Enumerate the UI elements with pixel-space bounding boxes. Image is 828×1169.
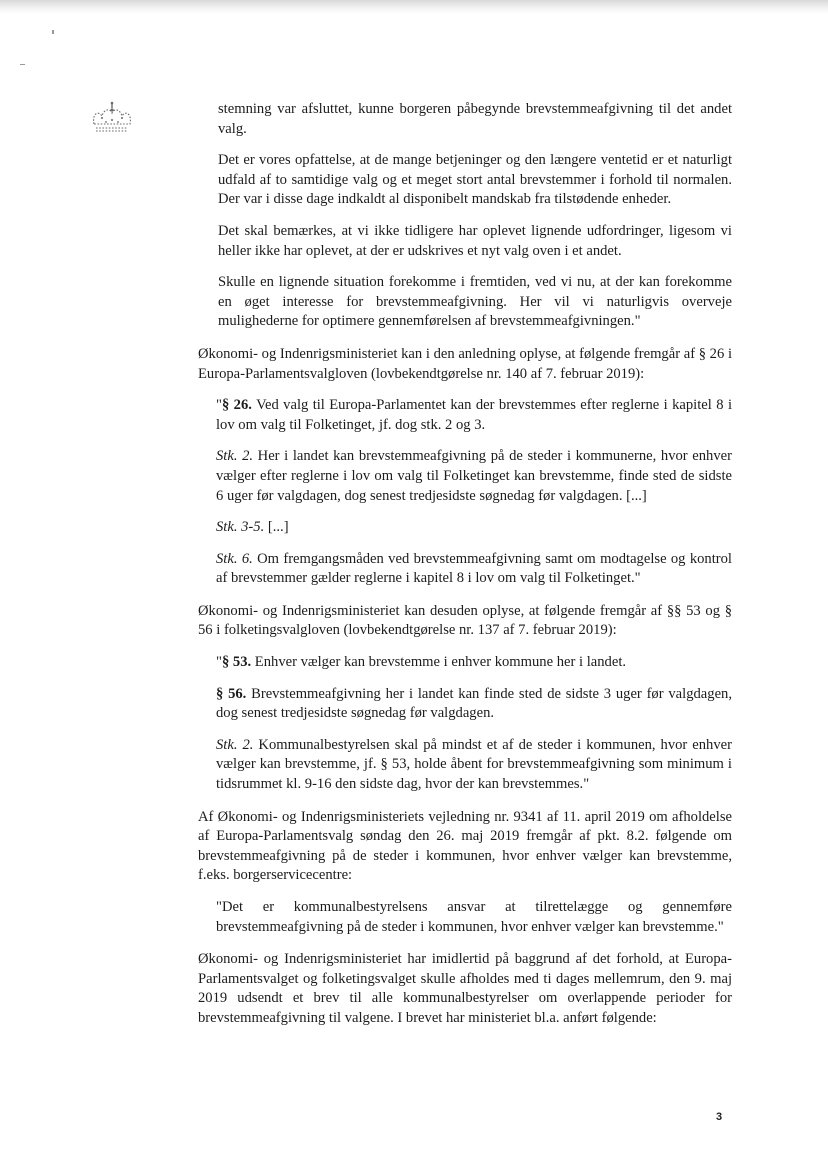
scan-top-edge [0, 0, 828, 14]
paragraph-ministry-statement-2: Økonomi- og Indenrigsministeriet kan desuden oplyse, at følgende fremgår af §§ 53 og § 56 i folketingsvalgloven (lovbekendtgørelse nr. 137 af 7. februar 2019): [198, 602, 732, 639]
stk-label: Stk. 2. [216, 736, 254, 753]
section-number: § 56. [216, 685, 247, 702]
paragraph-ministry-statement-1: Økonomi- og Indenrigsministeriet kan i den anledning oplyse, at følgende fremgår af § 26 i Europa-Parlamentsvalgloven (lovbekendtgørelse nr. 140 af 7. februar 2019): [198, 345, 732, 382]
quote-stk-2: Stk. 2. Her i landet kan brevstemmeafgivning på de steder i kommunerne, hvor enhver vælger efter reglerne i lov om valg til Folketinget kan brevstemme, finde sted de sidste 6 uger før valgdagen, dog senest tredjesidste søgnedag før valgdagen. [...] [216, 448, 732, 504]
letter-body [198, 100, 732, 1041]
section-number: § 53. [221, 654, 252, 671]
section-number: § 26. [221, 397, 252, 414]
quote-section-56-stk-2: Stk. 2. Kommunalbestyrelsen skal på mindst et af de steder i kommunen, hvor enhver vælger kan brevstemme, jf. § 53, holde åbent for brevstemmeafgivning som minimum i tidsrummet kl. 9-16 den sidste dag, hvor der kan brevstemmes." [216, 736, 732, 793]
quote-section-53: "§ 53. Enhver vælger kan brevstemme i enhver kommune her i landet. [216, 654, 627, 671]
scan-speck [52, 30, 54, 34]
stk-label: Stk. 2. [216, 448, 254, 465]
stk-label: Stk. 3-5. [216, 519, 265, 536]
paragraph-quote-note: Det skal bemærkes, at vi ikke tidligere har oplevet lignende udfordringer, ligesom vi heller ikke har oplevet, at der er udskrives et nyt valg oven i et andet. [218, 222, 732, 259]
page-number: 3 [716, 1111, 723, 1123]
quote-section-26: "§ 26. Ved valg til Europa-Parlamentet kan der brevstemmes efter reglerne i kapitel 8 i lov om valg til Folketinget, jf. dog stk. 2 og 3. [216, 397, 732, 433]
quote-guidance: "Det er kommunalbestyrelsens ansvar at tilrettelægge og gennemføre brevstemmeafgivning på de steder i kommunen, hvor enhver vælger kan brevstemme." [216, 899, 732, 935]
paragraph-ministry-letter: Økonomi- og Indenrigsministeriet har imidlertid på baggrund af det forhold, at Europa-Parlamentsvalget og folketingsvalget skulle afholdes med ti dages mellemrum, den 9. maj 2019 udsendt et brev til alle kommunalbestyrelser om overlappende perioder for brevstemmeafgivning til valgene. I brevet har ministeriet bl.a. anført følgende: [198, 951, 732, 1026]
quote-section-56: § 56. Brevstemmeafgivning her i landet kan finde sted de sidste 3 uger før valgdagen, dog senest tredjesidste søgnedag før valgdagen. [216, 685, 732, 722]
quote-stk-6: Stk. 6. Om fremgangsmåden ved brevstemmeafgivning samt om modtagelse og kontrol af brevstemmer gælder reglerne i kapitel 8 i lov om valg til Folketinget." [216, 550, 732, 587]
stk-label: Stk. 6. [216, 550, 253, 567]
paragraph-quote-continuation: stemning var afsluttet, kunne borgeren påbegynde brevstemmeafgivning til det andet valg. [218, 101, 732, 137]
quote-stk-3-5: Stk. 3-5. [...] [216, 519, 289, 536]
paragraph-guidance-reference: Af Økonomi- og Indenrigsministeriets vejledning nr. 9341 af 11. april 2019 om afholdelse af Europa-Parlamentsvalg søndag den 26. maj 2019 fremgår af pkt. 8.2. følgende om brevstemmeafgivning på de steder i kommunen, hvor enhver vælger kan brevstemme, f.eks. borgerservicecentre: [198, 808, 732, 884]
royal-crown-icon [86, 100, 138, 134]
scan-dash [20, 64, 25, 65]
paragraph-quote-future: Skulle en lignende situation forekomme i fremtiden, ved vi nu, at der kan forekomme en øget interesse for brevstemmeafgivning. Her vil vi naturligvis overveje mulighederne for optimere gennemførelsen af brevstemmeafgivningen." [218, 274, 732, 330]
paragraph-quote-opinion: Det er vores opfattelse, at de mange betjeninger og den længere ventetid er et naturligt udfald af to samtidige valg og et meget stort antal brevstemmer i forhold til normalen. Der var i disse dage indkaldt al disponibelt mandskab fra tilstødende enheder. [218, 152, 732, 208]
